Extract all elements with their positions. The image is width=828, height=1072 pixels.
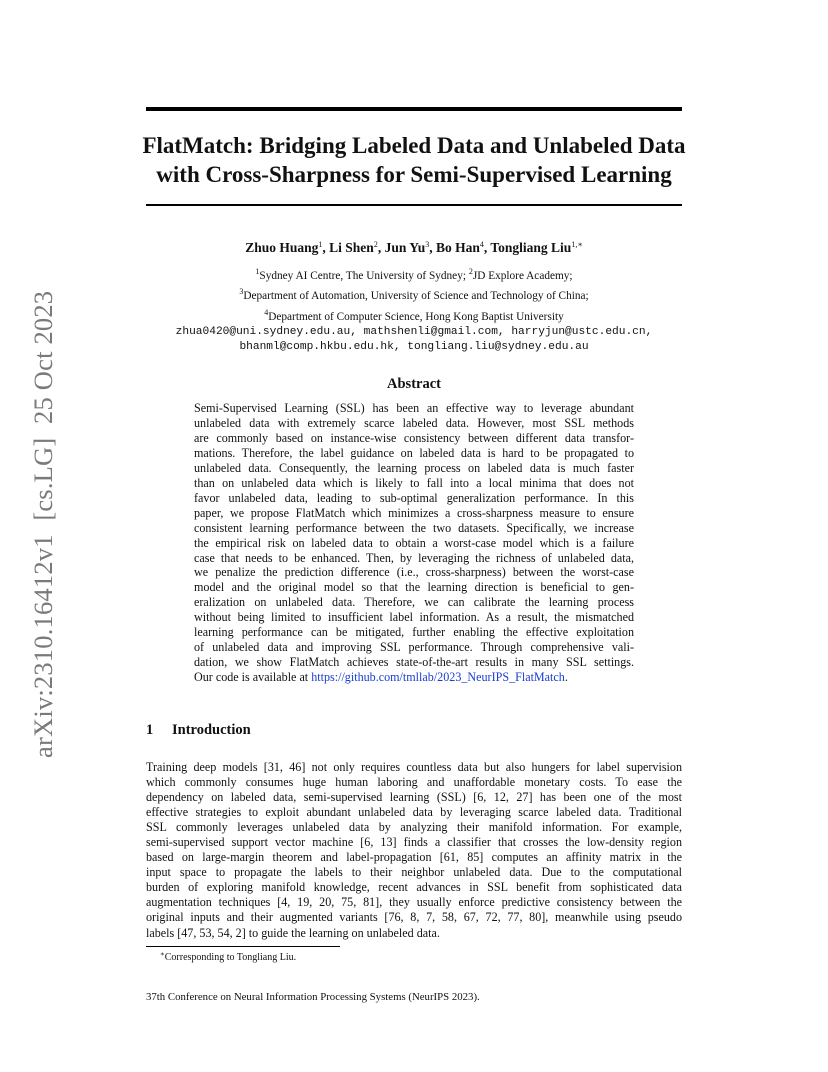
paper-title [120,131,708,189]
abstract-line: mations. Therefore, the label guidance on labeled data is hard to be propagated to [194,445,634,460]
abstract-line: are commonly based on instance-wise consistency between different data transfor- [194,430,634,445]
abstract-line: of unlabeled data and improving SSL performance. Through comprehensive vali- [194,640,634,655]
affiliation-text: JD Explore Academy; [472,270,573,282]
abstract-line: paper, we propose FlatMatch which minimizes a cross-sharpness measure to ensure [194,505,634,520]
footnote-mark: ∗ [160,950,165,958]
affiliation-mark: 3 [239,287,244,297]
affiliation-line [120,284,708,304]
affiliation-text: Sydney AI Centre, The University of Sydney; [259,270,469,282]
intro-line: original inputs and their augmented variants [76, 8, 7, 58, 67, 72, 77, 80], meanwhile using pseudo [146,910,682,925]
section-title: Introduction [172,722,251,738]
author-name: Li Shen [329,240,374,255]
affiliations [120,264,708,355]
author-mark: 1,∗ [571,240,583,249]
introduction-body [146,760,682,941]
abstract-line: dation, we show FlatMatch achieves state-of-the-art results in many SSL settings. [194,655,634,670]
intro-line: labels [47, 53, 54, 2] to guide the learning on unlabeled data. [146,925,440,940]
author-name: Tongliang Liu [490,240,572,255]
intro-line: based on large-margin theorem and label-propagation [61, 85] computes an affinity matrix in the [146,850,682,865]
affiliation-line [120,305,708,325]
author-list: Zhuo Huang$^1$, Li Shen$^2$, Jun Yu$^3$, Bo Han$^4$, Tongliang Liu$^{1,∗}$ [245,240,583,255]
abstract-body [194,401,634,685]
abstract-line: the empirical risk on labeled data to obtain a worst-case model which is a failure [194,535,634,550]
abstract-line: without being limited to insufficient label information. As a result, the mismatched [194,610,634,625]
title-top-rule [146,107,682,111]
intro-line: semi-supervised support vector machine [6, 13] finds a classifier that crosses the low-density region [146,835,682,850]
footnote [160,950,296,963]
abstract-line: learning performance can be mitigated, further enabling the effective exploitation [194,625,634,640]
intro-line: effective strategies to exploit abundant unlabeled data by leveraging scarce labeled data. Traditional [146,805,682,820]
abstract-line: consistent learning performance between the two datasets. Specifically, we increase [194,520,634,535]
email-line: zhua0420@uni.sydney.edu.au, mathshenli@gmail.com, harryjun@ustc.edu.cn, [175,325,653,338]
abstract-line: than on unlabeled data which is likely to fall into a local minima that does not [194,475,634,490]
abstract-line: model and the original model so that the learning direction is beneficial to gen- [194,580,634,595]
intro-line: dependency on labeled data, semi-supervised learning (SSL) [6, 12, 27] has been one of the most [146,790,682,805]
affiliation-line [120,264,708,284]
abstract-line: we penalize the prediction difference (i.e., cross-sharpness) between the worst-case [194,565,634,580]
code-link[interactable]: https://github.com/tmllab/2023_NeurIPS_FlatMatch [311,670,565,685]
abstract-line: unlabeled data with extremely scarce labeled data. However, most SSL methods [194,415,634,430]
title-bottom-rule [146,204,682,206]
abstract-heading: Abstract [387,376,441,392]
author-name: Zhuo Huang [245,240,319,255]
intro-line: Training deep models [31, 46] not only requires countless data but also hungers for label supervision [146,760,682,774]
affiliation-text: Department of Automation, University of Science and Technology of China; [243,290,589,303]
footnote-rule [146,946,340,947]
code-availability-suffix: . [564,670,568,685]
author-name: Bo Han [435,240,480,255]
code-availability-text: Our code is available at [194,670,312,685]
arxiv-side-identifier: arXiv:2310.16412v1 [cs.LG] 25 Oct 2023 [28,290,58,758]
affiliation-mark: 2 [468,267,473,276]
title-line: with Cross-Sharpness for Semi-Supervised Learning [156,162,672,187]
abstract-line: favor unlabeled data, leading to sub-optimal generalization performance. In this [194,490,634,505]
abstract-line: eralization on unlabeled data. Therefore, we can calibrate the learning process [194,595,634,610]
abstract-line: Semi-Supervised Learning (SSL) has been an effective way to leverage abundant [194,401,634,415]
venue-note: 37th Conference on Neural Information Processing Systems (NeurIPS 2023). [146,991,480,1003]
abstract-line: case that needs to be enhanced. Then, by leveraging the richness of unlabeled data, [194,550,634,565]
section-number: 1 [146,722,154,738]
footnote-text: Corresponding to Tongliang Liu. [164,952,297,963]
email-line: bhanml@comp.hkbu.edu.hk, tongliang.liu@sydney.edu.au [239,341,589,354]
author-mark: 2 [373,240,378,249]
abstract-line [194,670,634,685]
section-heading [146,722,251,739]
affiliation-mark: 4 [264,307,269,317]
author-mark: 1 [318,240,323,249]
affiliation-text: Department of Computer Science, Hong Kong Baptist University [268,310,564,323]
intro-line: input space to propagate the labels to their neighbor unlabeled data. Due to the computational [146,865,682,880]
author-name: Jun Yu [384,240,426,255]
affiliation-mark: 1 [255,267,260,276]
author-mark: 4 [479,240,484,249]
abstract-line: unlabeled data. Consequently, the learning process on labeled data is much faster [194,460,634,475]
author-mark: 3 [425,240,430,249]
title-line: FlatMatch: Bridging Labeled Data and Unlabeled Data [142,133,686,158]
intro-line: augmentation techniques [4, 19, 20, 75, 81], they usually enforce predictive consistency between the [146,895,682,910]
intro-line: which commonly consumes huge human laboring and unaffordable monetary costs. To ease the [146,775,682,790]
intro-line: burden of exploring manifold knowledge, recent advances in SSL benefit from sophisticated data [146,880,682,895]
intro-line: SSL commonly leverages unlabeled data by analyzing their manifold information. For example, [146,820,682,835]
